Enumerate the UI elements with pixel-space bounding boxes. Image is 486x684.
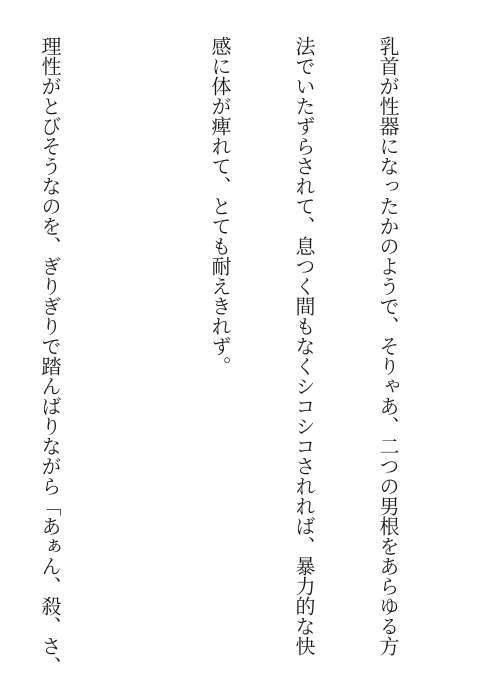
text-line: 感に体が痺れて、とても耐えきれず。 [208, 36, 232, 376]
text-line: 法でいたずらされて、息つく間もなくシコシコされれば、暴力的な快 [292, 36, 316, 656]
vertical-text-body [0, 36, 458, 676]
text-line: 理性がとびそうなのを、ぎりぎりで踏んばりながら「あぁん、殺、さ、 [38, 36, 62, 676]
text-line: 乳首が性器になったかのようで、そりゃあ、二つの男根をあらゆる方 [376, 36, 400, 656]
paragraph-gap [120, 36, 150, 606]
